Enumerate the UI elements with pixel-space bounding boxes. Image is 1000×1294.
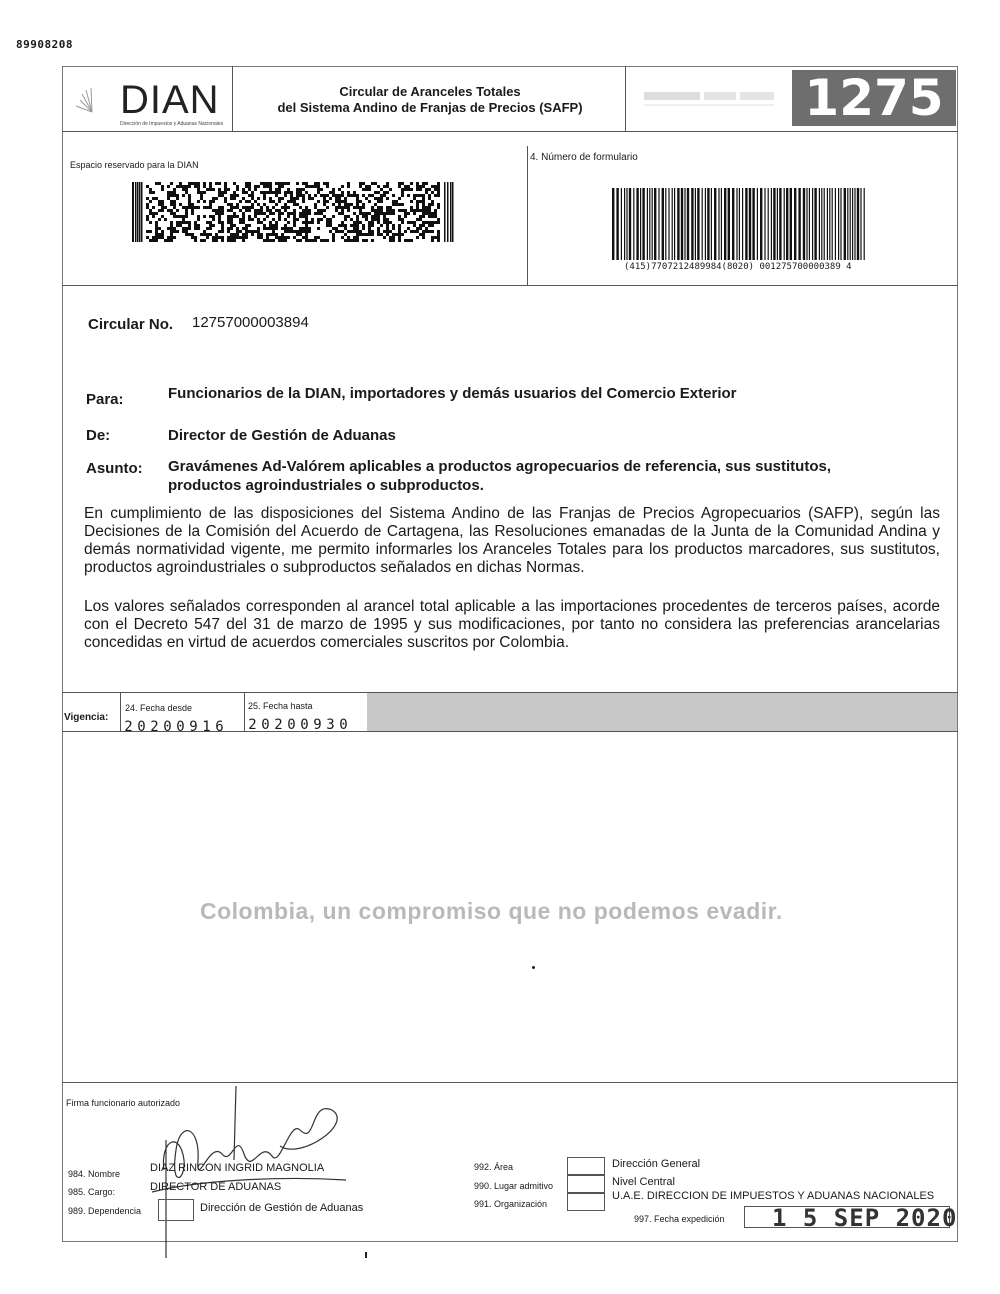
- barcode-number-text: (415)7707212489984(8020) 001275700000389 4: [624, 262, 852, 272]
- body-paragraph-1: En cumplimiento de las disposiciones del Sistema Andino de las Franjas de Precios Agropecuarios (SAFP), según las Decisiones de la Comisión del Acuerdo de Cartagena, las Resoluciones emanadas de la Junta de la Comunidad Andina y demás normatividad vigente, me permito informarles los Aranceles Totales para los productos marcadores, sus sustitutos, productos agroindustriales o subproductos señalados en dichas Normas.: [84, 505, 940, 576]
- logo-subtext: Dirección de Impuestos y Aduanas Nacionales: [120, 121, 224, 127]
- date-digit: 9: [189, 719, 198, 735]
- fecha-expedicion-label: 997. Fecha expedición: [634, 1214, 725, 1224]
- header-separator-left: [232, 66, 233, 131]
- organizacion-code-box: [567, 1193, 605, 1211]
- asunto-label: Asunto:: [86, 460, 143, 477]
- vigencia-label: Vigencia:: [64, 712, 109, 723]
- form-number-label: 4. Número de formulario: [530, 152, 638, 163]
- dependencia-label: 989. Dependencia: [68, 1206, 142, 1216]
- date-digit: 2: [150, 719, 159, 735]
- date-digit: 0: [287, 717, 296, 733]
- date-digit: 0: [339, 717, 348, 733]
- date-digit: 1: [202, 719, 211, 735]
- form-number-badge: 1275: [792, 70, 956, 126]
- lugar-label: 990. Lugar admitivo: [474, 1181, 554, 1191]
- date-digit: 2: [124, 719, 133, 735]
- lugar-value: Nivel Central: [612, 1176, 675, 1188]
- form-title-line1: Circular de Aranceles Totales: [339, 84, 521, 99]
- form-title: [240, 84, 620, 116]
- cargo-value: DIRECTOR DE ADUANAS: [150, 1181, 282, 1193]
- date-digit: 2: [274, 717, 283, 733]
- signature-label: Firma funcionario autorizado: [66, 1098, 181, 1108]
- muisca-logo-icon: [640, 88, 780, 110]
- area-value: Dirección General: [612, 1158, 701, 1170]
- body-paragraph-2: Los valores señalados corresponden al arancel total aplicable a las importaciones procedentes de terceros países, acorde con el Decreto 547 del 31 de marzo de 1995 y sus modificaciones, por tanto no considera las preferencias arancelarias concedidas en virtud de acuerdos comerciales suscritos por Colombia.: [84, 598, 940, 651]
- organizacion-label: 991. Organización: [474, 1199, 548, 1209]
- date-digit: 3: [326, 717, 335, 733]
- cargo-label: 985. Cargo:: [68, 1187, 116, 1197]
- slogan: Colombia, un compromiso que no podemos evadir.: [200, 898, 783, 924]
- date-digit: 0: [163, 719, 172, 735]
- mark-bottom: [365, 1252, 367, 1258]
- date-digit: 0: [261, 717, 270, 733]
- circular-label: Circular No.: [88, 316, 174, 333]
- vigencia-sep2: [244, 693, 245, 731]
- asunto-line2: productos agroindustriales o subproductos.: [168, 477, 484, 494]
- document-code: 89908208: [16, 38, 73, 51]
- de-value: Director de Gestión de Aduanas: [168, 427, 396, 444]
- circular-number: 12757000003894: [192, 314, 309, 331]
- date-digit: 6: [215, 719, 224, 735]
- muisca-logo: [640, 88, 780, 108]
- logo-text: DIAN: [120, 78, 220, 122]
- dian-logo-icon: [68, 72, 120, 122]
- organizacion-value: U.A.E. DIRECCION DE IMPUESTOS Y ADUANAS NACIONALES: [612, 1190, 935, 1202]
- date-digit: 0: [300, 717, 309, 733]
- fecha-hasta-value: [246, 716, 350, 734]
- fecha-desde-value: [122, 718, 226, 736]
- area-code-box: [567, 1157, 605, 1175]
- date-digit: 2: [248, 717, 257, 733]
- barcode-separator: [527, 146, 528, 285]
- vigencia-sep1: [120, 693, 121, 731]
- nombre-label: 984. Nombre: [68, 1169, 121, 1179]
- nombre-value: DIAZ RINCON INGRID MAGNOLIA: [150, 1162, 325, 1174]
- linear-barcode: [612, 188, 866, 264]
- dot-mark: [532, 966, 535, 969]
- fecha-expedicion-stamp: 1 5 SEP 2020: [772, 1204, 958, 1232]
- para-label: Para:: [86, 391, 124, 408]
- fecha-hasta-label: 25. Fecha hasta: [248, 701, 313, 711]
- header-separator-right: [625, 66, 626, 131]
- dependencia-value: Dirección de Gestión de Aduanas: [200, 1202, 364, 1214]
- date-digit: 0: [176, 719, 185, 735]
- fecha-desde-label: 24. Fecha desde: [125, 703, 193, 713]
- vigencia-band: [367, 693, 957, 731]
- date-digit: 9: [313, 717, 322, 733]
- dependencia-code-box: [158, 1199, 194, 1221]
- form-title-line2: del Sistema Andino de Franjas de Precios (SAFP): [277, 100, 583, 115]
- area-label: 992. Área: [474, 1162, 514, 1172]
- de-label: De:: [86, 427, 111, 444]
- barcode-section-divider: [62, 285, 958, 286]
- reserved-space-label: Espacio reservado para la DIAN: [70, 160, 199, 170]
- header-divider: [62, 131, 958, 132]
- para-value: Funcionarios de la DIAN, importadores y demás usuarios del Comercio Exterior: [168, 385, 737, 402]
- asunto-line1: Gravámenes Ad-Valórem aplicables a productos agropecuarios de referencia, sus sustitutos,: [168, 458, 832, 475]
- lugar-code-box: [567, 1175, 605, 1193]
- date-digit: 0: [137, 719, 146, 735]
- pdf417-barcode: [132, 182, 454, 242]
